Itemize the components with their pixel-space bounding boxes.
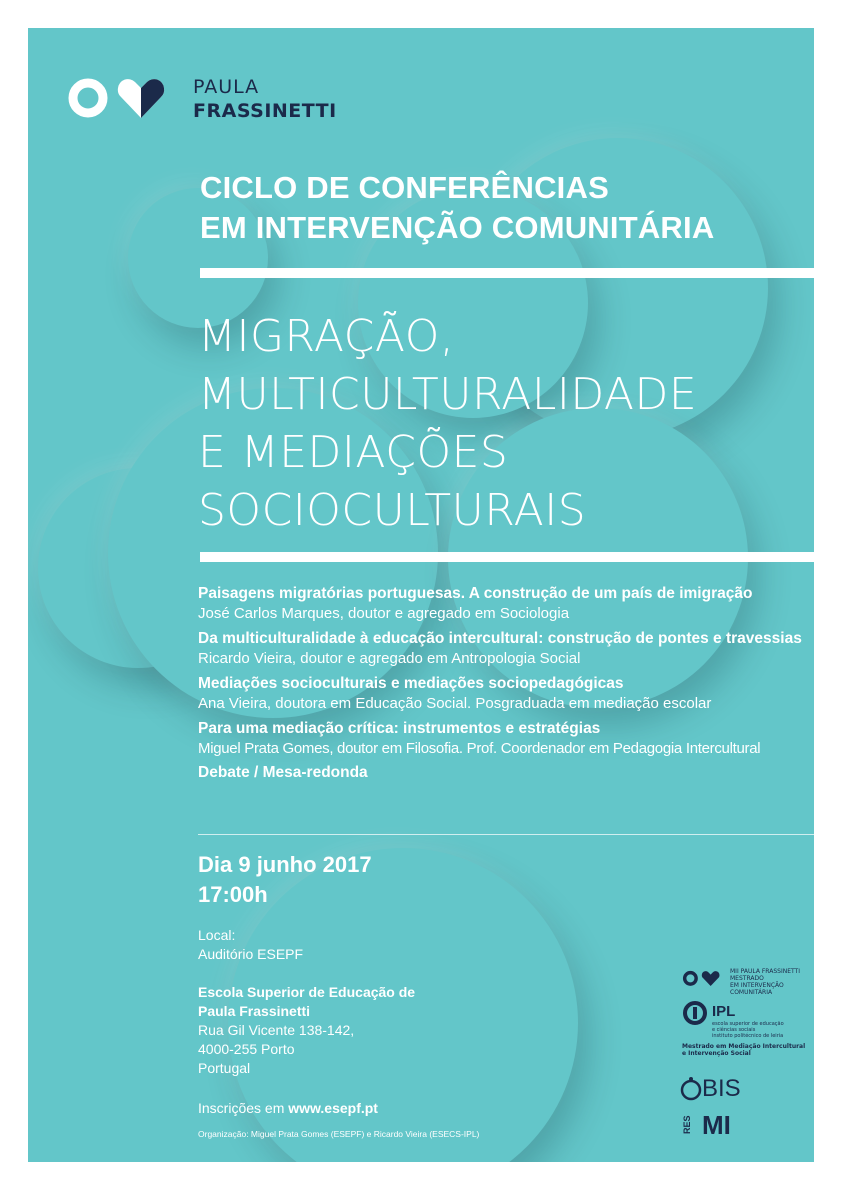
pf-small-logo-icon (682, 968, 724, 988)
brand-line2: FRASSINETTI (193, 100, 337, 122)
series-title (200, 168, 714, 248)
obis-logo-icon (680, 1076, 702, 1102)
event-date (198, 850, 372, 910)
talk-speaker: Miguel Prata Gomes, doutor em Filosofia. Prof. Coordenador em Pedagogia Intercultural (198, 740, 761, 757)
school-address (198, 983, 415, 1078)
ipl-text-line: escola superior de educação (712, 1021, 784, 1027)
main-title-line: SOCIOCULTURAIS (198, 485, 587, 536)
mi-text: MI (702, 1110, 731, 1140)
talk-title: Paisagens migratórias portuguesas. A construção de um país de imigração (198, 585, 753, 602)
date-text: Dia 9 junho 2017 (198, 852, 372, 877)
thin-divider (198, 834, 814, 835)
registration (198, 1099, 378, 1118)
address-city: 4000-255 Porto (198, 1041, 295, 1057)
pf-small-line: COMUNITÁRIA (730, 989, 773, 996)
divider (200, 268, 814, 278)
series-title-line: EM INTERVENÇÃO COMUNITÁRIA (200, 210, 715, 245)
talk-title: Da multiculturalidade à educação intercultural: construção de pontes e travessias (198, 630, 802, 647)
series-title-line: CICLO DE CONFERÊNCIAS (200, 170, 609, 205)
pf-small-line: MII PAULA FRASSINETTI (730, 968, 800, 975)
main-title-line: MIGRAÇÃO, (198, 311, 455, 362)
master-line: e Intervenção Social (682, 1050, 751, 1057)
obis-text: BIS (702, 1075, 741, 1102)
res-text: RES (682, 1115, 692, 1135)
paula-frassinetti-logo-icon (66, 72, 176, 122)
poster (28, 28, 814, 1162)
main-title-line: MULTICULTURALIDADE (198, 369, 698, 420)
main-title (198, 308, 697, 540)
talk-title: Mediações socioculturais e mediações sociopedagógicas (198, 675, 624, 692)
address-street: Rua Gil Vicente 138-142, (198, 1022, 355, 1038)
master-line: Mestrado em Mediação Intercultural (682, 1043, 806, 1050)
ipl-mark: IPL (712, 1003, 736, 1020)
time-text: 17:00h (198, 882, 268, 907)
organization-credit: Organização: Miguel Prata Gomes (ESEPF) e Ricardo Vieira (ESECS-IPL) (198, 1129, 480, 1139)
registration-link[interactable]: www.esepf.pt (288, 1100, 378, 1116)
ipl-logo-icon (682, 1000, 708, 1026)
pf-small-logo-text (730, 968, 800, 996)
talk-title: Para uma mediação crítica: instrumentos e estratégias (198, 720, 601, 737)
program-list (198, 584, 810, 782)
talk-speaker: Ricardo Vieira, doutor e agregado em Antropologia Social (198, 650, 581, 667)
debate-label: Debate / Mesa-redonda (198, 764, 368, 781)
pf-small-line: MESTRADO (730, 975, 764, 982)
location-place: Auditório ESEPF (198, 946, 304, 962)
ipl-text-line: instituto politécnico de leiria (712, 1033, 784, 1039)
school-name: Escola Superior de Educação de (198, 984, 416, 1000)
school-name: Paula Frassinetti (198, 1003, 311, 1019)
talk-speaker: Ana Vieira, doutora em Educação Social. Posgraduada em mediação escolar (198, 695, 712, 712)
location-block (198, 926, 303, 964)
pf-small-line: EM INTERVENÇÃO (730, 982, 784, 989)
ipl-text-line: e ciências sociais (712, 1027, 756, 1033)
master-text (682, 1043, 805, 1057)
ipl-text (712, 1021, 784, 1039)
address-country: Portugal (198, 1060, 251, 1076)
divider (200, 552, 814, 562)
location-label: Local: (198, 927, 236, 943)
main-title-line: E MEDIAÇÕES (198, 427, 509, 478)
talk-speaker: José Carlos Marques, doutor e agregado em Sociologia (198, 605, 570, 622)
registration-prefix: Inscrições em (198, 1100, 289, 1116)
brand-line1: PAULA (193, 76, 260, 98)
